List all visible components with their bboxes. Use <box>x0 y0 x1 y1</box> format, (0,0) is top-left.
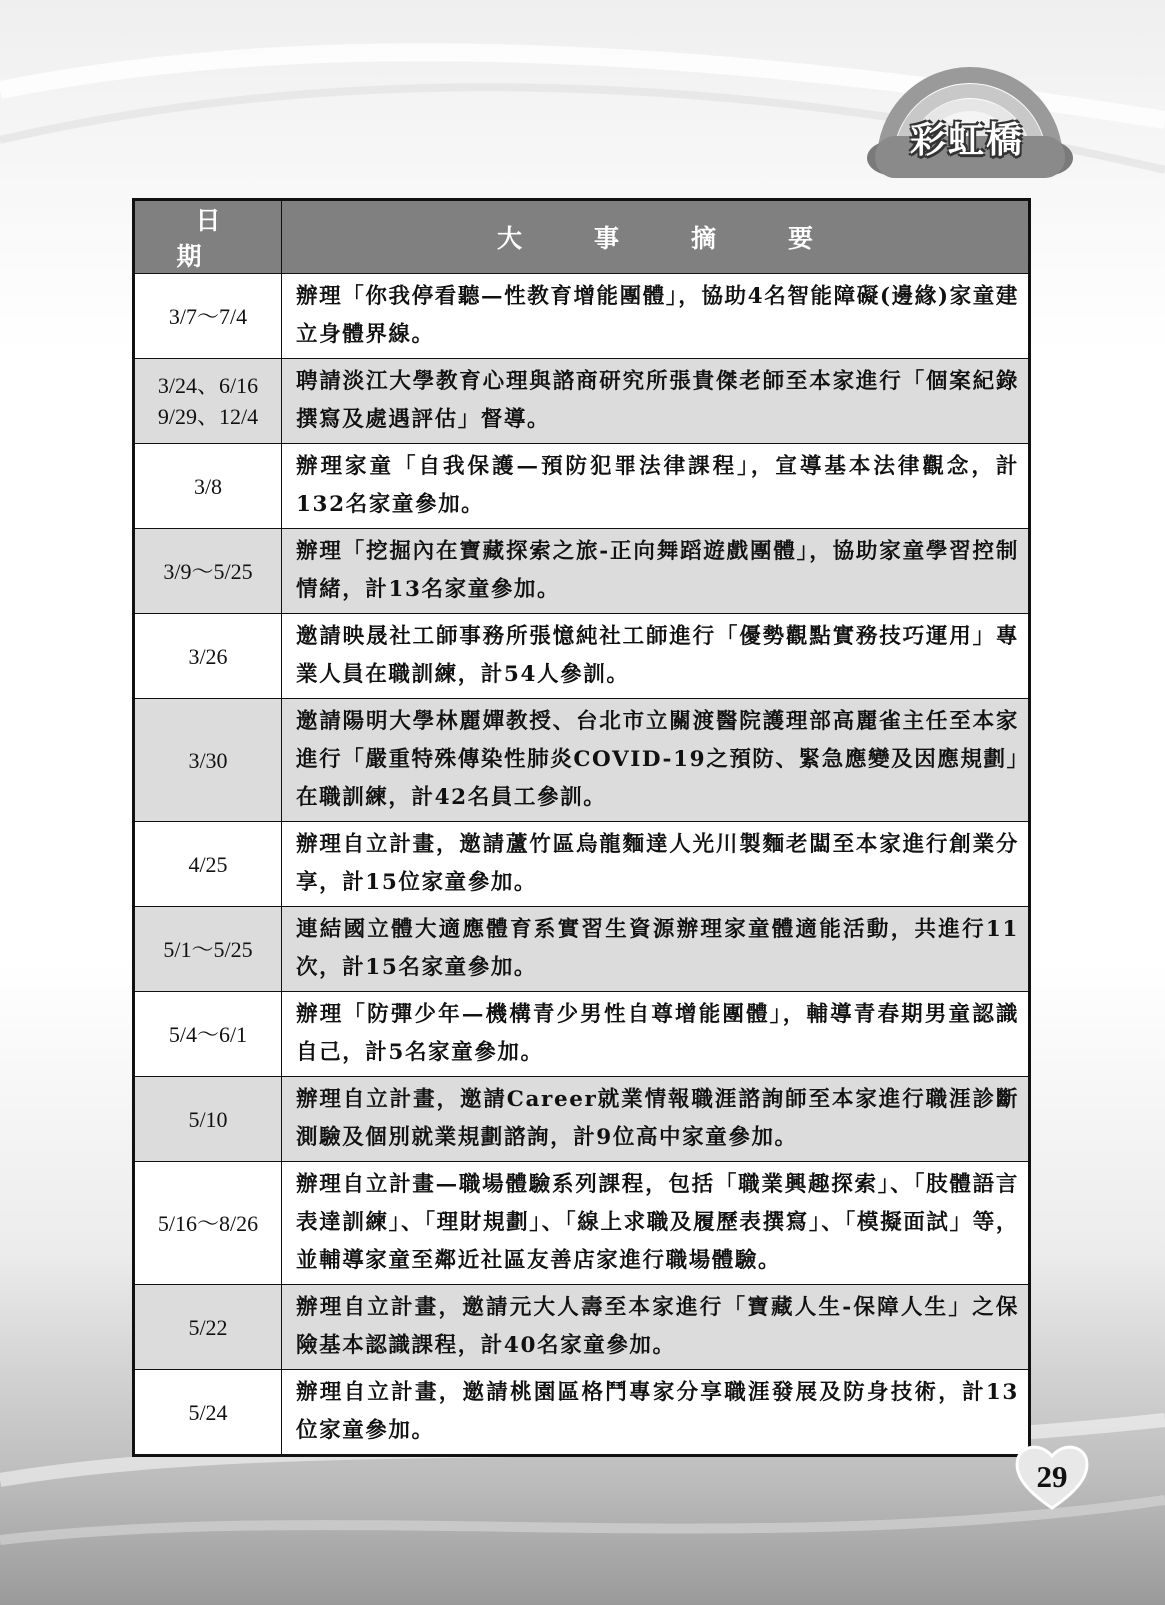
summary-cell: 辦理「挖掘內在寶藏探索之旅-正向舞蹈遊戲團體」，協助家童學習控制情緒，計13名家童參加。 <box>282 529 1030 614</box>
summary-cell: 辦理家童「自我保護—預防犯罪法律課程」，宣導基本法律觀念，計132名家童參加。 <box>282 444 1030 529</box>
table-row <box>134 992 1030 1077</box>
summary-cell: 辦理自立計畫—職場體驗系列課程，包括「職業興趣探索」、「肢體語言表達訓練」、「理財規劃」、「線上求職及履歷表撰寫」、「模擬面試」等，並輔導家童至鄰近社區友善店家進行職場體驗。 <box>282 1162 1030 1285</box>
table-body <box>134 274 1030 1456</box>
table-row <box>134 1162 1030 1285</box>
summary-cell: 連結國立體大適應體育系實習生資源辦理家童體適能活動，共進行11次，計15名家童參加。 <box>282 907 1030 992</box>
summary-column-header: 大事摘要 <box>282 200 1030 274</box>
date-cell: 5/24 <box>134 1370 282 1456</box>
date-cell: 5/1～5/25 <box>134 907 282 992</box>
summary-cell: 辦理自立計畫，邀請蘆竹區烏龍麵達人光川製麵老闆至本家進行創業分享，計15位家童參加。 <box>282 822 1030 907</box>
date-column-header: 日期 <box>134 200 282 274</box>
table-row <box>134 1285 1030 1370</box>
table-row <box>134 1370 1030 1456</box>
date-cell: 3/30 <box>134 699 282 822</box>
table-row <box>134 359 1030 444</box>
date-cell: 3/8 <box>134 444 282 529</box>
badge-title: 彩虹橋 <box>909 120 1024 161</box>
events-table-wrapper <box>132 198 1031 1457</box>
summary-cell: 辦理「你我停看聽—性教育增能團體」，協助4名智能障礙(邊緣)家童建立身體界線。 <box>282 274 1030 359</box>
date-cell: 4/25 <box>134 822 282 907</box>
date-cell: 5/16～8/26 <box>134 1162 282 1285</box>
table-row <box>134 907 1030 992</box>
rainbow-bridge-badge <box>855 50 1085 200</box>
summary-cell: 辦理自立計畫，邀請桃園區格鬥專家分享職涯發展及防身技術，計13位家童參加。 <box>282 1370 1030 1456</box>
summary-cell: 辦理「防彈少年—機構青少男性自尊增能團體」，輔導青春期男童認識自己，計5名家童參加。 <box>282 992 1030 1077</box>
table-row <box>134 529 1030 614</box>
date-cell: 3/7～7/4 <box>134 274 282 359</box>
date-cell: 5/22 <box>134 1285 282 1370</box>
table-row <box>134 822 1030 907</box>
summary-cell: 聘請淡江大學教育心理與諮商研究所張貴傑老師至本家進行「個案紀錄撰寫及處遇評估」督導。 <box>282 359 1030 444</box>
date-cell: 5/10 <box>134 1077 282 1162</box>
table-row <box>134 444 1030 529</box>
summary-cell: 邀請映晟社工師事務所張憶純社工師進行「優勢觀點實務技巧運用」專業人員在職訓練，計54人參訓。 <box>282 614 1030 699</box>
table-row <box>134 614 1030 699</box>
date-cell: 3/24、6/16 9/29、12/4 <box>134 359 282 444</box>
date-cell: 3/26 <box>134 614 282 699</box>
summary-cell: 邀請陽明大學林麗嬋教授、台北市立關渡醫院護理部高麗雀主任至本家進行「嚴重特殊傳染性肺炎COVID-19之預防、緊急應變及因應規劃」在職訓練，計42名員工參訓。 <box>282 699 1030 822</box>
table-row <box>134 699 1030 822</box>
events-table <box>132 198 1031 1457</box>
summary-cell: 辦理自立計畫，邀請Career就業情報職涯諮詢師至本家進行職涯診斷測驗及個別就業規劃諮詢，計9位高中家童參加。 <box>282 1077 1030 1162</box>
table-row <box>134 1077 1030 1162</box>
date-cell: 3/9～5/25 <box>134 529 282 614</box>
summary-cell: 辦理自立計畫，邀請元大人壽至本家進行「寶藏人生-保障人生」之保險基本認識課程，計40名家童參加。 <box>282 1285 1030 1370</box>
table-header-row <box>134 200 1030 274</box>
page-number: 29 <box>1036 1459 1068 1494</box>
date-cell: 5/4～6/1 <box>134 992 282 1077</box>
table-row <box>134 274 1030 359</box>
